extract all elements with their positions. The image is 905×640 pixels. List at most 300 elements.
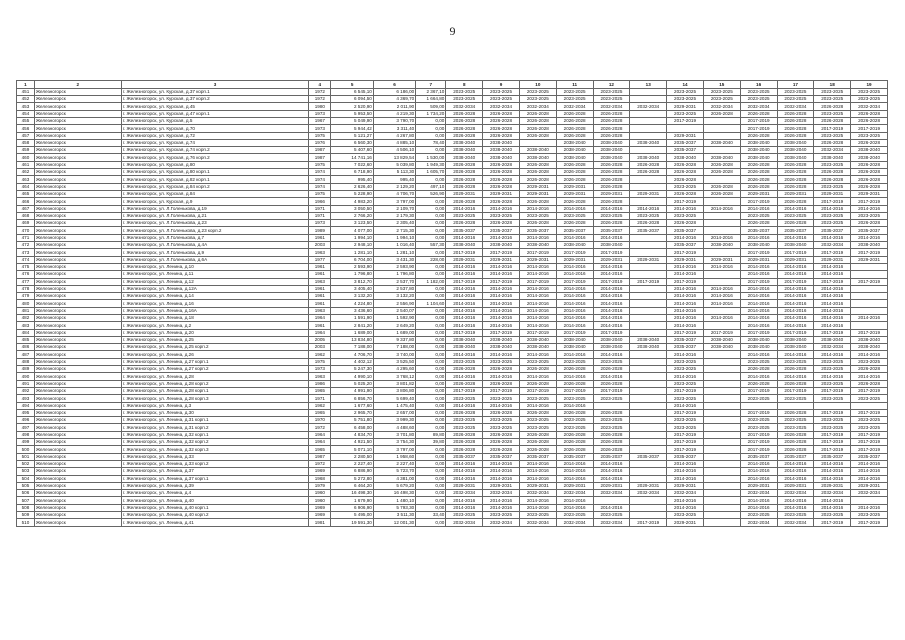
table-cell: 7 022,60 <box>331 161 373 168</box>
table-cell: 2032-2034 <box>556 490 593 497</box>
table-cell: 2029-2031 <box>777 256 814 263</box>
table-cell: г. Железногорск, ул. Ленина, д.16А <box>121 307 308 314</box>
table-cell: 2026-2028 <box>777 161 814 168</box>
table-cell: 2038-2040 <box>556 154 593 161</box>
table-cell: 2026-2028 <box>740 183 777 190</box>
table-cell <box>703 117 740 124</box>
table-cell: 2029-2031 <box>777 190 814 197</box>
table-cell: 2023-2025 <box>446 512 483 519</box>
table-cell: 2017-2019 <box>814 387 851 394</box>
table-cell: Железногорск <box>34 117 121 124</box>
table-cell: 0,00 <box>416 176 446 183</box>
table-cell: 2035-2037 <box>556 453 593 460</box>
table-cell: 2032-2034 <box>851 490 888 497</box>
table-cell: 485 <box>17 336 35 343</box>
table-cell: г. Железногорск, ул. Л.Голенькова, д.6А <box>121 256 308 263</box>
table-cell: Железногорск <box>34 336 121 343</box>
table-cell: 2023-2025 <box>483 512 520 519</box>
header-row <box>17 81 888 89</box>
table-row <box>17 161 888 168</box>
table-cell: 4 295,60 <box>373 366 415 373</box>
table-cell: 2038-2040 <box>556 336 593 343</box>
table-cell: г. Железногорск, ул. Ленина, д.28 корп.2 <box>121 380 308 387</box>
table-cell: 2014-2016 <box>777 504 814 511</box>
table-cell: 1 591,90 <box>331 315 373 322</box>
table-cell: 2023-2025 <box>556 88 593 95</box>
table-cell: 2026-2028 <box>703 169 740 176</box>
table-cell: 2017-2019 <box>740 278 777 285</box>
table-cell: 2017-2019 <box>630 278 667 285</box>
table-cell: 500 <box>17 446 35 453</box>
table-cell: Железногорск <box>34 424 121 431</box>
table-cell: 2029-2031 <box>519 190 556 197</box>
table-cell: 2023-2025 <box>851 512 888 519</box>
table-cell: 2038-2040 <box>851 147 888 154</box>
table-cell: Железногорск <box>34 169 121 176</box>
table-cell <box>703 387 740 394</box>
table-cell: 470 <box>17 227 35 234</box>
table-cell: 457 <box>17 132 35 139</box>
table-cell: 2026-2028 <box>519 132 556 139</box>
table-cell: 1969 <box>309 512 331 519</box>
table-cell: 4 706,70 <box>373 190 415 197</box>
table-cell: 2029-2031 <box>814 482 851 489</box>
table-cell: 2029-2031 <box>630 190 667 197</box>
table-cell: 2014-2016 <box>446 468 483 475</box>
table-cell: 1 689,00 <box>331 329 373 336</box>
table-cell: 2023-2025 <box>814 358 851 365</box>
table-cell: 2 367,10 <box>416 88 446 95</box>
table-cell <box>703 278 740 285</box>
table-cell: 0,00 <box>416 387 446 394</box>
table-cell: 2 593,90 <box>373 263 415 270</box>
table-cell: 2017-2019 <box>740 198 777 205</box>
table-cell: 2014-2016 <box>446 460 483 467</box>
table-cell: 1964 <box>309 329 331 336</box>
table-row <box>17 154 888 161</box>
table-cell: 0,00 <box>416 402 446 409</box>
table-cell: 2014-2016 <box>703 205 740 212</box>
table-cell: Железногорск <box>34 256 121 263</box>
table-cell: 2 537,70 <box>373 278 415 285</box>
table-cell: г. Железногорск, ул. Ленина, д.28 корп.3 <box>121 395 308 402</box>
table-cell <box>630 504 667 511</box>
table-cell: 2038-2040 <box>630 139 667 146</box>
table-cell: 482 <box>17 315 35 322</box>
table-cell: 0,00 <box>416 475 446 482</box>
table-cell: 2038-2040 <box>446 147 483 154</box>
table-cell <box>851 300 888 307</box>
table-cell: 2035-2037 <box>667 336 704 343</box>
table-cell: Железногорск <box>34 409 121 416</box>
table-cell: 2017-2019 <box>740 329 777 336</box>
table-cell: 2038-2040 <box>519 336 556 343</box>
table-cell: 5 025,20 <box>331 380 373 387</box>
table-cell: Железногорск <box>34 161 121 168</box>
table-cell: 1973 <box>309 110 331 117</box>
table-cell: 460 <box>17 154 35 161</box>
table-row <box>17 409 888 416</box>
table-cell: 484 <box>17 329 35 336</box>
table-cell: 490 <box>17 373 35 380</box>
table-cell: 1965 <box>309 387 331 394</box>
table-cell: 1963 <box>309 373 331 380</box>
table-cell: 1971 <box>309 212 331 219</box>
table-cell: 2014-2016 <box>556 497 593 504</box>
table-cell: 5 049,90 <box>331 117 373 124</box>
table-cell: 2038-2040 <box>667 154 704 161</box>
table-cell <box>703 132 740 139</box>
table-cell: 2023-2025 <box>556 96 593 103</box>
table-cell: 2014-2016 <box>556 351 593 358</box>
table-cell: 1961 <box>309 322 331 329</box>
table-cell: 1 734,20 <box>416 110 446 117</box>
table-cell: 464 <box>17 183 35 190</box>
table-row <box>17 417 888 424</box>
table-cell: 2038-2040 <box>446 139 483 146</box>
table-cell: 2035-2037 <box>556 227 593 234</box>
table-cell: 2038-2040 <box>703 154 740 161</box>
table-cell: 4 267,80 <box>373 132 415 139</box>
table-cell: 1 994,10 <box>373 234 415 241</box>
table-cell: Железногорск <box>34 504 121 511</box>
table-cell: 2038-2040 <box>740 154 777 161</box>
table-cell: 1975 <box>309 358 331 365</box>
table-cell: 2038-2040 <box>777 154 814 161</box>
table-cell: 2026-2028 <box>446 161 483 168</box>
table-cell: 2023-2025 <box>740 88 777 95</box>
table-cell: 2035-2037 <box>667 453 704 460</box>
table-cell: 2023-2025 <box>519 424 556 431</box>
table-cell: 2029-2031 <box>556 183 593 190</box>
table-cell: 2014-2016 <box>814 315 851 322</box>
table-cell <box>703 322 740 329</box>
table-cell: 2023-2025 <box>630 212 667 219</box>
table-cell: 1975 <box>309 161 331 168</box>
table-cell: 2026-2028 <box>777 439 814 446</box>
table-cell: г. Железногорск, ул. Курская, д.5 <box>121 117 308 124</box>
table-cell <box>630 424 667 431</box>
table-cell <box>703 453 740 460</box>
table-cell: 2017-2019 <box>556 329 593 336</box>
table-cell: 5 953,50 <box>331 110 373 117</box>
table-cell: 2014-2016 <box>446 322 483 329</box>
table-cell: 2038-2040 <box>446 336 483 343</box>
table-cell: 455 <box>17 117 35 124</box>
table-cell: 2035-2037 <box>667 147 704 154</box>
table-cell: 489 <box>17 366 35 373</box>
table-cell: 2017-2019 <box>446 387 483 394</box>
table-row <box>17 358 888 365</box>
table-cell: 461 <box>17 161 35 168</box>
table-cell: 3 050,50 <box>331 205 373 212</box>
table-cell <box>630 117 667 124</box>
table-cell <box>703 358 740 365</box>
table-cell <box>703 424 740 431</box>
table-cell: 2023-2025 <box>556 417 593 424</box>
table-cell: 2038-2040 <box>593 242 630 249</box>
table-cell <box>703 198 740 205</box>
table-cell: 2014-2016 <box>556 504 593 511</box>
table-cell: 2026-2028 <box>556 439 593 446</box>
table-cell: 2005 <box>309 336 331 343</box>
table-cell: 2032-2034 <box>851 103 888 110</box>
table-cell: 2026-2028 <box>740 169 777 176</box>
table-cell <box>703 490 740 497</box>
table-cell: 1 530,00 <box>416 154 446 161</box>
table-cell: 2017-2019 <box>777 278 814 285</box>
table-cell: 2023-2025 <box>777 395 814 402</box>
table-cell: 472 <box>17 242 35 249</box>
table-cell: 2026-2028 <box>593 409 630 416</box>
table-cell: Железногорск <box>34 176 121 183</box>
table-cell: 0,00 <box>416 358 446 365</box>
table-cell: г. Железногорск, ул. Л.Голенькова, д.4А <box>121 242 308 249</box>
table-cell: 0,00 <box>416 125 446 132</box>
table-cell: 2014-2016 <box>814 468 851 475</box>
table-cell: 0,00 <box>416 234 446 241</box>
table-cell: 4 885,10 <box>373 139 415 146</box>
table-cell: 2017-2019 <box>851 446 888 453</box>
table-cell: 2017-2019 <box>740 431 777 438</box>
table-cell: 2014-2016 <box>556 322 593 329</box>
table-cell: 6 718,90 <box>331 169 373 176</box>
table-cell: 2026-2028 <box>556 366 593 373</box>
table-cell: 2038-2040 <box>593 147 630 154</box>
table-cell: 2017-2019 <box>740 125 777 132</box>
table-cell: 1969 <box>309 504 331 511</box>
table-cell: 477 <box>17 278 35 285</box>
table-cell: 2014-2016 <box>667 271 704 278</box>
table-cell: 2026-2028 <box>556 132 593 139</box>
table-cell: 2014-2016 <box>593 322 630 329</box>
table-cell: 3 436,60 <box>331 307 373 314</box>
table-cell: Железногорск <box>34 154 121 161</box>
table-row <box>17 227 888 234</box>
table-cell: 2038-2040 <box>483 147 520 154</box>
table-cell: 2035-2037 <box>777 453 814 460</box>
table-row <box>17 322 888 329</box>
table-cell <box>703 395 740 402</box>
table-cell: 2032-2034 <box>556 103 593 110</box>
table-cell: 2026-2028 <box>519 169 556 176</box>
table-cell: 2014-2016 <box>519 300 556 307</box>
table-cell: г. Железногорск, ул. Ленина, д.40 корп.1 <box>121 504 308 511</box>
table-cell: 2014-2016 <box>740 497 777 504</box>
table-cell: 0,00 <box>416 409 446 416</box>
table-cell: 2035-2037 <box>851 227 888 234</box>
table-cell: 2038-2040 <box>630 344 667 351</box>
table-cell: 2035-2037 <box>667 242 704 249</box>
table-cell: 2026-2028 <box>703 190 740 197</box>
table-cell: 2032-2034 <box>630 490 667 497</box>
table-cell: 2029-2031 <box>630 482 667 489</box>
table-cell: Железногорск <box>34 183 121 190</box>
table-cell: 2026-2028 <box>519 220 556 227</box>
table-cell: 2038-2040 <box>556 139 593 146</box>
table-cell: 2014-2016 <box>483 460 520 467</box>
table-cell: 2026-2028 <box>814 117 851 124</box>
table-cell: 503 <box>17 468 35 475</box>
table-cell: 2014-2016 <box>519 460 556 467</box>
table-cell: 2017-2019 <box>667 409 704 416</box>
table-cell: г. Железногорск, ул. Л.Голенькова, д.19 <box>121 205 308 212</box>
table-cell <box>630 263 667 270</box>
table-cell: 2023-2025 <box>777 88 814 95</box>
table-cell: г. Железногорск, ул. Ленина, д.28 корп.1 <box>121 387 308 394</box>
table-cell: 2 280,50 <box>331 453 373 460</box>
table-cell: 2032-2034 <box>446 490 483 497</box>
table-cell: 2014-2016 <box>519 402 556 409</box>
table-cell: 505 <box>17 482 35 489</box>
table-cell: 2014-2016 <box>703 315 740 322</box>
table-cell: 2026-2028 <box>556 176 593 183</box>
table-cell <box>630 322 667 329</box>
table-cell: 2017-2019 <box>814 439 851 446</box>
table-cell: 2014-2016 <box>446 351 483 358</box>
table-cell: 2038-2040 <box>446 154 483 161</box>
table-cell: Железногорск <box>34 220 121 227</box>
table-cell: 2014-2016 <box>446 373 483 380</box>
table-cell: 2023-2025 <box>814 161 851 168</box>
table-cell: 2014-2016 <box>593 307 630 314</box>
table-row <box>17 387 888 394</box>
table-cell: 2023-2025 <box>814 220 851 227</box>
table-row <box>17 147 888 154</box>
table-cell: 2026-2028 <box>446 176 483 183</box>
table-cell <box>630 234 667 241</box>
table-cell: 4 224,80 <box>331 300 373 307</box>
table-cell: 1972 <box>309 96 331 103</box>
table-cell: 2032-2034 <box>777 103 814 110</box>
table-cell: 2026-2028 <box>593 125 630 132</box>
table-cell: 2026-2028 <box>519 110 556 117</box>
table-cell: 2014-2016 <box>519 322 556 329</box>
table-cell: 6 458,00 <box>331 424 373 431</box>
table-cell: 2026-2028 <box>593 183 630 190</box>
table-cell: 1 281,10 <box>331 249 373 256</box>
table-cell: 2017-2019 <box>446 329 483 336</box>
table-cell: 1 664,80 <box>416 96 446 103</box>
table-cell: 1981 <box>309 519 331 526</box>
table-cell: 2029-2031 <box>703 256 740 263</box>
table-row <box>17 380 888 387</box>
table-cell: 2023-2025 <box>446 96 483 103</box>
table-cell: 0,00 <box>416 307 446 314</box>
table-cell: 1964 <box>309 439 331 446</box>
table-cell <box>703 125 740 132</box>
table-cell: г. Железногорск, ул. Ленина, д.28 <box>121 373 308 380</box>
table-cell: Железногорск <box>34 147 121 154</box>
table-cell: Железногорск <box>34 460 121 467</box>
table-cell: 6 186,00 <box>373 88 415 95</box>
table-cell <box>814 402 851 409</box>
table-cell: 2014-2016 <box>446 307 483 314</box>
table-cell: 2035-2037 <box>851 453 888 460</box>
table-cell: 3 525,50 <box>373 358 415 365</box>
table-cell: 2026-2028 <box>483 446 520 453</box>
table-cell: 480 <box>17 300 35 307</box>
table-cell: 2017-2019 <box>483 249 520 256</box>
table-cell: 2014-2016 <box>556 271 593 278</box>
table-cell: 1961 <box>309 285 331 292</box>
table-cell <box>703 220 740 227</box>
table-cell: 2014-2016 <box>777 263 814 270</box>
table-cell: 2032-2034 <box>814 147 851 154</box>
table-cell: 2026-2028 <box>667 176 704 183</box>
table-cell: 2026-2028 <box>851 183 888 190</box>
table-cell: 2038-2040 <box>777 344 814 351</box>
table-cell: 2035-2037 <box>667 139 704 146</box>
table-cell: 2026-2028 <box>703 161 740 168</box>
table-row <box>17 395 888 402</box>
table-cell: 1971 <box>309 205 331 212</box>
table-cell: 2014-2016 <box>593 293 630 300</box>
table-cell: 16 498,30 <box>373 490 415 497</box>
table-cell: 5 495,00 <box>331 512 373 519</box>
table-cell: 0,00 <box>416 366 446 373</box>
table-cell: 2014-2016 <box>851 460 888 467</box>
table-cell: г. Железногорск, ул. Ленина, д.18 <box>121 315 308 322</box>
table-cell: 2023-2025 <box>593 424 630 431</box>
table-cell: 2029-2031 <box>814 190 851 197</box>
table-row <box>17 475 888 482</box>
table-cell: 2026-2028 <box>777 110 814 117</box>
table-cell: 466 <box>17 198 35 205</box>
table-cell: 2014-2016 <box>777 234 814 241</box>
table-cell: г. Железногорск, ул. Курская, д.82 корп.1 <box>121 176 308 183</box>
table-cell: 7 188,00 <box>331 344 373 351</box>
table-cell: 2023-2025 <box>446 358 483 365</box>
page-number: 9 <box>449 24 456 38</box>
table-cell: 2014-2016 <box>777 497 814 504</box>
table-cell: 1987 <box>309 147 331 154</box>
table-cell: 2017-2019 <box>446 278 483 285</box>
table-row <box>17 307 888 314</box>
table-row <box>17 271 888 278</box>
table-cell: 2035-2037 <box>483 453 520 460</box>
table-cell: Железногорск <box>34 417 121 424</box>
table-cell: 2038-2040 <box>593 344 630 351</box>
column-header: 5 <box>331 81 373 89</box>
table-row <box>17 446 888 453</box>
table-cell: 1960 <box>309 497 331 504</box>
table-cell: 2026-2028 <box>740 110 777 117</box>
table-cell: 2014-2016 <box>667 475 704 482</box>
table-cell: 2023-2025 <box>851 358 888 365</box>
table-cell: 2014-2016 <box>519 497 556 504</box>
table-cell: 3 132,20 <box>331 293 373 300</box>
table-cell <box>703 468 740 475</box>
table-cell: 2017-2019 <box>851 329 888 336</box>
table-cell: 2038-2040 <box>703 139 740 146</box>
table-cell: 2023-2025 <box>814 380 851 387</box>
table-cell: 2026-2028 <box>556 220 593 227</box>
table-cell: 2023-2025 <box>446 88 483 95</box>
table-cell: 2023-2025 <box>593 96 630 103</box>
table-cell: 2017-2019 <box>814 125 851 132</box>
table-cell: 1965 <box>309 446 331 453</box>
table-cell: 78,40 <box>416 139 446 146</box>
table-cell: 5 247,30 <box>331 366 373 373</box>
table-cell: 2026-2028 <box>593 380 630 387</box>
table-cell: 5 699,40 <box>373 395 415 402</box>
table-cell: 2026-2028 <box>556 446 593 453</box>
table-cell: г. Железногорск, ул. Ленина, д.20 <box>121 329 308 336</box>
table-cell: 2014-2016 <box>593 205 630 212</box>
table-cell: 1961 <box>309 293 331 300</box>
table-cell <box>630 176 667 183</box>
